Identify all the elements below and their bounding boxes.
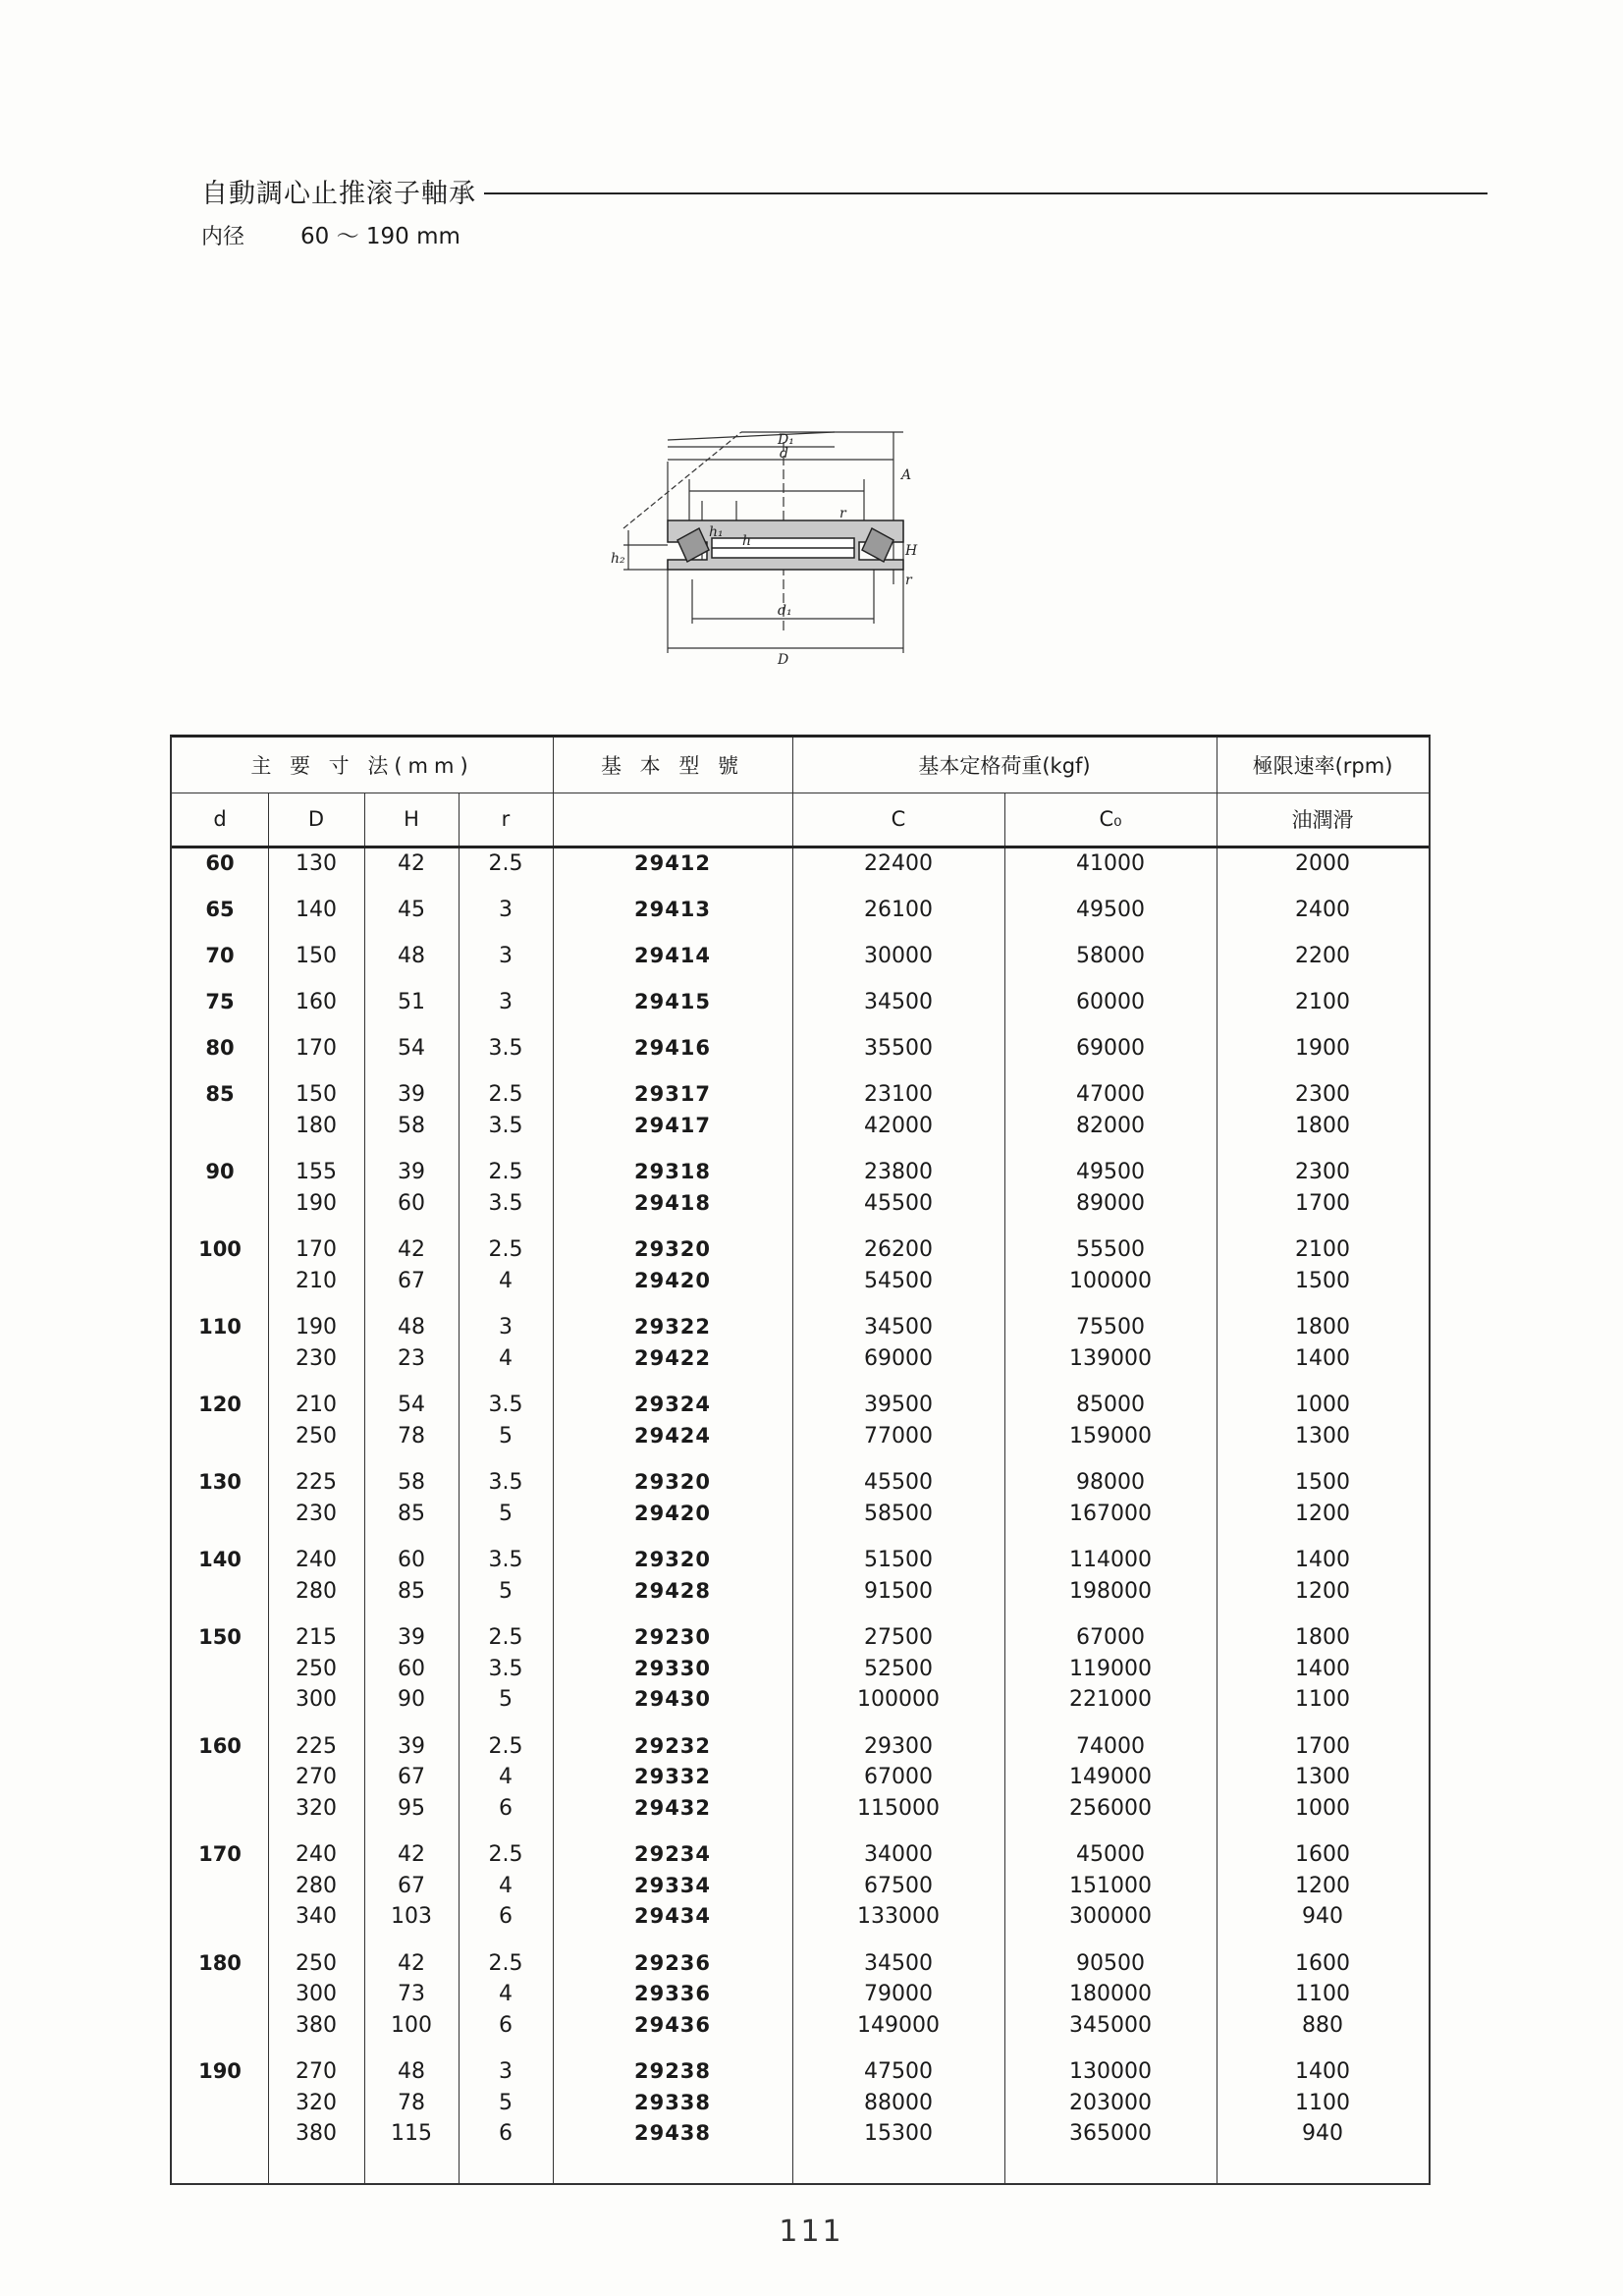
cell-d: 230	[296, 1501, 337, 1526]
cell-c0: 159000	[1069, 1423, 1152, 1449]
cell-c0: 221000	[1069, 1687, 1152, 1712]
cell-d: 225	[296, 1733, 337, 1759]
cell-bore-d: 75	[205, 990, 235, 1013]
cell-c0: 89000	[1076, 1190, 1145, 1216]
bearing-diagram	[609, 422, 962, 668]
cell-d: 380	[296, 2121, 337, 2146]
cell-r: 3.5	[488, 1036, 523, 1061]
cell-r: 3.5	[488, 1190, 523, 1216]
cell-c0: 49500	[1076, 1160, 1145, 1184]
cell-c0: 167000	[1069, 1501, 1152, 1526]
cell-d: 300	[296, 1982, 337, 2006]
cell-h: 42	[398, 851, 425, 876]
cell-model: 29334	[633, 1873, 712, 1897]
cell-bore-d: 190	[198, 2059, 242, 2083]
cell-rpm: 1400	[1295, 1345, 1350, 1371]
cell-h: 42	[398, 1950, 425, 1976]
cell-r: 3	[499, 2059, 513, 2084]
cell-model: 29320	[633, 1548, 712, 1571]
cell-r: 5	[499, 1687, 513, 1712]
cell-c: 88000	[864, 2090, 933, 2115]
cell-model: 29432	[633, 1795, 712, 1820]
cell-c: 58500	[864, 1501, 933, 1526]
cell-model: 29336	[633, 1982, 712, 2005]
cell-c0: 100000	[1069, 1268, 1152, 1293]
cell-c: 67000	[864, 1765, 933, 1789]
cell-r: 4	[499, 1765, 513, 1789]
cell-rpm: 1300	[1295, 1765, 1350, 1789]
cell-bore-d: 90	[205, 1160, 235, 1183]
cell-c0: 58000	[1076, 944, 1145, 968]
cell-c: 52500	[864, 1656, 933, 1681]
cell-bore-d: 100	[198, 1237, 242, 1261]
cell-model: 29236	[633, 1950, 712, 1975]
cell-model: 29234	[633, 1842, 712, 1866]
cell-model: 29436	[633, 2012, 712, 2037]
cell-c0: 49500	[1076, 898, 1145, 922]
cell-h: 67	[398, 1873, 425, 1898]
cell-bore-d: 150	[198, 1625, 242, 1649]
cell-rpm: 1300	[1295, 1423, 1350, 1449]
cell-h: 73	[398, 1982, 425, 2006]
cell-r: 4	[499, 1982, 513, 2006]
cell-c: 67500	[864, 1873, 933, 1898]
cell-bore-d: 70	[205, 944, 235, 967]
cell-h: 39	[398, 1733, 425, 1759]
cell-bore-d: 60	[205, 851, 235, 875]
cell-r: 3	[499, 898, 513, 922]
cell-rpm: 1500	[1295, 1470, 1350, 1495]
cell-model: 29420	[633, 1501, 712, 1525]
label-D: D	[778, 652, 789, 668]
cell-d: 130	[296, 851, 337, 876]
cell-c0: 114000	[1069, 1548, 1152, 1572]
cell-d: 210	[296, 1268, 337, 1293]
cell-d: 320	[296, 2090, 337, 2115]
cell-model: 29422	[633, 1345, 712, 1370]
cell-rpm: 2300	[1295, 1160, 1350, 1184]
cell-model: 29332	[633, 1765, 712, 1788]
cell-model: 29420	[633, 1268, 712, 1292]
cell-model: 29317	[633, 1082, 712, 1106]
cell-rpm: 2000	[1295, 851, 1350, 876]
cell-h: 39	[398, 1082, 425, 1107]
cell-r: 2.5	[488, 1082, 523, 1107]
cell-rpm: 1700	[1295, 1190, 1350, 1216]
label-h2: h₂	[611, 551, 625, 567]
cell-c: 34500	[864, 1315, 933, 1339]
cell-d: 280	[296, 1578, 337, 1604]
cell-c0: 180000	[1069, 1982, 1152, 2006]
cell-r: 2.5	[488, 1733, 523, 1759]
cell-bore-d: 180	[198, 1950, 242, 1975]
cell-r: 5	[499, 1501, 513, 1526]
cell-r: 4	[499, 1873, 513, 1898]
cell-rpm: 2100	[1295, 990, 1350, 1014]
cell-h: 60	[398, 1548, 425, 1572]
cell-rpm: 1700	[1295, 1733, 1350, 1759]
header-main-dims: 主 要 寸 法(mm)	[250, 754, 474, 778]
cell-c0: 67000	[1076, 1625, 1145, 1650]
cell-r: 4	[499, 1268, 513, 1293]
cell-model: 29415	[633, 990, 712, 1013]
cell-c0: 149000	[1069, 1765, 1152, 1789]
cell-c: 45500	[864, 1470, 933, 1495]
cell-r: 3.5	[488, 1656, 523, 1681]
cell-c: 34500	[864, 1950, 933, 1976]
cell-c: 100000	[857, 1687, 940, 1712]
cell-h: 67	[398, 1765, 425, 1789]
cell-bore-d: 65	[205, 898, 235, 921]
cell-c0: 60000	[1076, 990, 1145, 1014]
cell-r: 2.5	[488, 1625, 523, 1650]
cell-model: 29330	[633, 1656, 712, 1680]
cell-d: 340	[296, 1904, 337, 1929]
cell-c0: 82000	[1076, 1113, 1145, 1138]
cell-h: 23	[398, 1345, 425, 1371]
cell-model: 29417	[633, 1113, 712, 1137]
cell-r: 3	[499, 1315, 513, 1339]
cell-bore-d: 160	[198, 1733, 242, 1758]
cell-d: 270	[296, 1765, 337, 1789]
cell-h: 90	[398, 1687, 425, 1712]
cell-rpm: 1400	[1295, 1656, 1350, 1681]
cell-d: 210	[296, 1393, 337, 1417]
cell-r: 3	[499, 944, 513, 968]
subtitle-label: 内径	[201, 225, 245, 249]
cell-rpm: 1100	[1295, 1982, 1350, 2006]
cell-model: 29430	[633, 1687, 712, 1711]
cell-rpm: 1400	[1295, 2059, 1350, 2084]
cell-rpm: 2200	[1295, 944, 1350, 968]
cell-c0: 41000	[1076, 851, 1145, 876]
cell-c0: 85000	[1076, 1393, 1145, 1417]
cell-d: 250	[296, 1950, 337, 1976]
cell-c0: 119000	[1069, 1656, 1152, 1681]
cell-c: 26200	[864, 1237, 933, 1262]
label-H: H	[905, 543, 918, 559]
cell-r: 2.5	[488, 1842, 523, 1867]
cell-h: 39	[398, 1625, 425, 1650]
cell-c0: 203000	[1069, 2090, 1152, 2115]
cell-h: 48	[398, 944, 425, 968]
cell-d: 225	[296, 1470, 337, 1495]
cell-c: 91500	[864, 1578, 933, 1604]
cell-r: 5	[499, 2090, 513, 2115]
cell-d: 320	[296, 1795, 337, 1821]
cell-bore-d: 85	[205, 1082, 235, 1106]
header-load: 基本定格荷重(kgf)	[918, 754, 1091, 778]
cell-c: 39500	[864, 1393, 933, 1417]
cell-c0: 98000	[1076, 1470, 1145, 1495]
cell-c: 149000	[857, 2012, 940, 2038]
cell-rpm: 2300	[1295, 1082, 1350, 1107]
cell-rpm: 1800	[1295, 1315, 1350, 1339]
cell-rpm: 1500	[1295, 1268, 1350, 1293]
cell-rpm: 1100	[1295, 1687, 1350, 1712]
title-text: 自動調心止推滚子軸承	[201, 179, 476, 209]
cell-c: 77000	[864, 1423, 933, 1449]
cell-rpm: 940	[1302, 2121, 1343, 2146]
cell-c0: 74000	[1076, 1733, 1145, 1759]
cell-model: 29230	[633, 1625, 712, 1649]
cell-model: 29318	[633, 1160, 712, 1183]
cell-model: 29412	[633, 851, 712, 875]
cell-rpm: 940	[1302, 1904, 1343, 1929]
header-col-C0: C₀	[1099, 807, 1122, 831]
cell-bore-d: 130	[198, 1470, 242, 1494]
cell-c: 54500	[864, 1268, 933, 1293]
cell-rpm: 880	[1302, 2012, 1343, 2038]
cell-c0: 365000	[1069, 2121, 1152, 2146]
cell-d: 150	[296, 1082, 337, 1107]
cell-d: 300	[296, 1687, 337, 1712]
cell-c: 47500	[864, 2059, 933, 2084]
cell-d: 180	[296, 1113, 337, 1138]
cell-d: 170	[296, 1237, 337, 1262]
cell-h: 85	[398, 1578, 425, 1604]
cell-c0: 345000	[1069, 2012, 1152, 2038]
header-row-1	[172, 738, 1429, 793]
label-A: A	[901, 467, 912, 483]
label-h1: h₁	[709, 524, 724, 540]
cell-d: 140	[296, 898, 337, 922]
cell-model: 29438	[633, 2121, 712, 2145]
bearing-table	[170, 735, 1431, 2185]
cell-model: 29413	[633, 898, 712, 921]
cell-c: 79000	[864, 1982, 933, 2006]
cell-c: 30000	[864, 944, 933, 968]
cell-h: 54	[398, 1393, 425, 1417]
cell-r: 6	[499, 2012, 513, 2038]
cell-d: 270	[296, 2059, 337, 2084]
cell-r: 5	[499, 1423, 513, 1449]
cell-h: 54	[398, 1036, 425, 1061]
cell-d: 230	[296, 1345, 337, 1371]
cell-rpm: 2400	[1295, 898, 1350, 922]
cell-h: 42	[398, 1237, 425, 1262]
cell-c0: 198000	[1069, 1578, 1152, 1604]
cell-model: 29428	[633, 1578, 712, 1603]
cell-bore-d: 110	[198, 1315, 242, 1339]
cell-model: 29418	[633, 1190, 712, 1215]
cell-rpm: 1900	[1295, 1036, 1350, 1061]
cell-rpm: 1200	[1295, 1501, 1350, 1526]
cell-bore-d: 170	[198, 1842, 242, 1866]
cell-d: 280	[296, 1873, 337, 1898]
header-col-oil: 油潤滑	[1291, 808, 1354, 832]
label-D1: D₁	[778, 432, 794, 448]
cell-c: 69000	[864, 1345, 933, 1371]
cell-rpm: 1200	[1295, 1578, 1350, 1604]
cell-c0: 90500	[1076, 1950, 1145, 1976]
header-col-H: H	[404, 807, 419, 831]
cell-model: 29414	[633, 944, 712, 967]
cell-bore-d: 140	[198, 1548, 242, 1571]
cell-c0: 300000	[1069, 1904, 1152, 1929]
cell-c: 27500	[864, 1625, 933, 1650]
cell-h: 58	[398, 1470, 425, 1495]
cell-c0: 69000	[1076, 1036, 1145, 1061]
cell-bore-d: 80	[205, 1036, 235, 1060]
label-r-top: r	[839, 506, 846, 521]
cell-c: 45500	[864, 1190, 933, 1216]
cell-model: 29238	[633, 2059, 712, 2083]
cell-c0: 139000	[1069, 1345, 1152, 1371]
cell-c: 115000	[857, 1795, 940, 1821]
cell-c0: 151000	[1069, 1873, 1152, 1898]
cell-c0: 75500	[1076, 1315, 1145, 1339]
cell-r: 2.5	[488, 851, 523, 876]
cell-d: 240	[296, 1842, 337, 1867]
cell-h: 48	[398, 2059, 425, 2084]
cell-r: 6	[499, 1795, 513, 1821]
cell-h: 45	[398, 898, 425, 922]
header-col-r: r	[501, 807, 511, 831]
cell-h: 51	[398, 990, 425, 1014]
cell-r: 2.5	[488, 1237, 523, 1262]
cell-d: 215	[296, 1625, 337, 1650]
header-speed: 極限速率(rpm)	[1252, 754, 1393, 778]
cell-c: 29300	[864, 1733, 933, 1759]
cell-r: 3.5	[488, 1113, 523, 1138]
page-number: 111	[779, 2214, 844, 2249]
cell-model: 29434	[633, 1904, 712, 1928]
cell-rpm: 1200	[1295, 1873, 1350, 1898]
cell-h: 39	[398, 1160, 425, 1184]
cell-rpm: 1600	[1295, 1842, 1350, 1867]
cell-r: 2.5	[488, 1950, 523, 1976]
cell-model: 29416	[633, 1036, 712, 1060]
cell-d: 155	[296, 1160, 337, 1184]
cell-c: 133000	[857, 1904, 940, 1929]
cell-r: 4	[499, 1345, 513, 1371]
cell-c0: 130000	[1069, 2059, 1152, 2084]
cell-d: 240	[296, 1548, 337, 1572]
cell-c: 22400	[864, 851, 933, 876]
cell-bore-d: 120	[198, 1393, 242, 1416]
cell-r: 3.5	[488, 1393, 523, 1417]
cell-model: 29322	[633, 1315, 712, 1339]
cell-c0: 256000	[1069, 1795, 1152, 1821]
cell-r: 3.5	[488, 1470, 523, 1495]
cell-d: 170	[296, 1036, 337, 1061]
cell-rpm: 1800	[1295, 1625, 1350, 1650]
cell-d: 250	[296, 1423, 337, 1449]
cell-h: 95	[398, 1795, 425, 1821]
title-rule	[484, 192, 1488, 194]
header-model: 基 本 型 號	[600, 754, 745, 778]
cell-model: 29320	[633, 1470, 712, 1494]
cell-rpm: 1400	[1295, 1548, 1350, 1572]
cell-h: 85	[398, 1501, 425, 1526]
header-row-2	[172, 793, 1429, 848]
cell-c0: 47000	[1076, 1082, 1145, 1107]
cell-model: 29324	[633, 1393, 712, 1416]
page-title	[201, 172, 1488, 210]
cell-c: 51500	[864, 1548, 933, 1572]
cell-d: 250	[296, 1656, 337, 1681]
cell-model: 29424	[633, 1423, 712, 1448]
cell-c: 26100	[864, 898, 933, 922]
label-r-bottom: r	[905, 573, 912, 588]
cell-r: 6	[499, 1904, 513, 1929]
cell-h: 78	[398, 2090, 425, 2115]
cell-model: 29338	[633, 2090, 712, 2114]
cell-c: 34500	[864, 990, 933, 1014]
cell-rpm: 1000	[1295, 1393, 1350, 1417]
cell-rpm: 1800	[1295, 1113, 1350, 1138]
cell-r: 3.5	[488, 1548, 523, 1572]
cell-r: 3	[499, 990, 513, 1014]
header-col-C: C	[891, 807, 906, 831]
cell-rpm: 2100	[1295, 1237, 1350, 1262]
cell-c: 35500	[864, 1036, 933, 1061]
cell-d: 190	[296, 1315, 337, 1339]
cell-c: 34000	[864, 1842, 933, 1867]
cell-rpm: 1000	[1295, 1795, 1350, 1821]
cell-h: 100	[391, 2012, 432, 2038]
cell-d: 190	[296, 1190, 337, 1216]
cell-d: 380	[296, 2012, 337, 2038]
label-d1: d₁	[778, 603, 792, 619]
cell-model: 29232	[633, 1733, 712, 1758]
cell-r: 2.5	[488, 1160, 523, 1184]
label-d: d	[780, 446, 788, 462]
subtitle	[201, 218, 460, 250]
cell-model: 29320	[633, 1237, 712, 1261]
cell-c0: 45000	[1076, 1842, 1145, 1867]
cell-h: 67	[398, 1268, 425, 1293]
cell-h: 103	[391, 1904, 432, 1929]
cell-h: 48	[398, 1315, 425, 1339]
cell-h: 60	[398, 1656, 425, 1681]
cell-c0: 55500	[1076, 1237, 1145, 1262]
cell-c: 23100	[864, 1082, 933, 1107]
cell-r: 5	[499, 1578, 513, 1604]
cell-d: 150	[296, 944, 337, 968]
cell-c: 15300	[864, 2121, 933, 2146]
cell-c: 23800	[864, 1160, 933, 1184]
header-col-D: D	[307, 807, 325, 831]
cell-rpm: 1600	[1295, 1950, 1350, 1976]
cell-c: 42000	[864, 1113, 933, 1138]
cell-h: 60	[398, 1190, 425, 1216]
cell-h: 58	[398, 1113, 425, 1138]
cell-rpm: 1100	[1295, 2090, 1350, 2115]
cell-h: 115	[391, 2121, 432, 2146]
subtitle-range: 60 ～ 190 mm	[300, 224, 460, 249]
label-h: h	[742, 533, 752, 549]
cell-r: 6	[499, 2121, 513, 2146]
header-col-d: d	[213, 807, 227, 831]
cell-h: 42	[398, 1842, 425, 1867]
cell-d: 160	[296, 990, 337, 1014]
cell-h: 78	[398, 1423, 425, 1449]
